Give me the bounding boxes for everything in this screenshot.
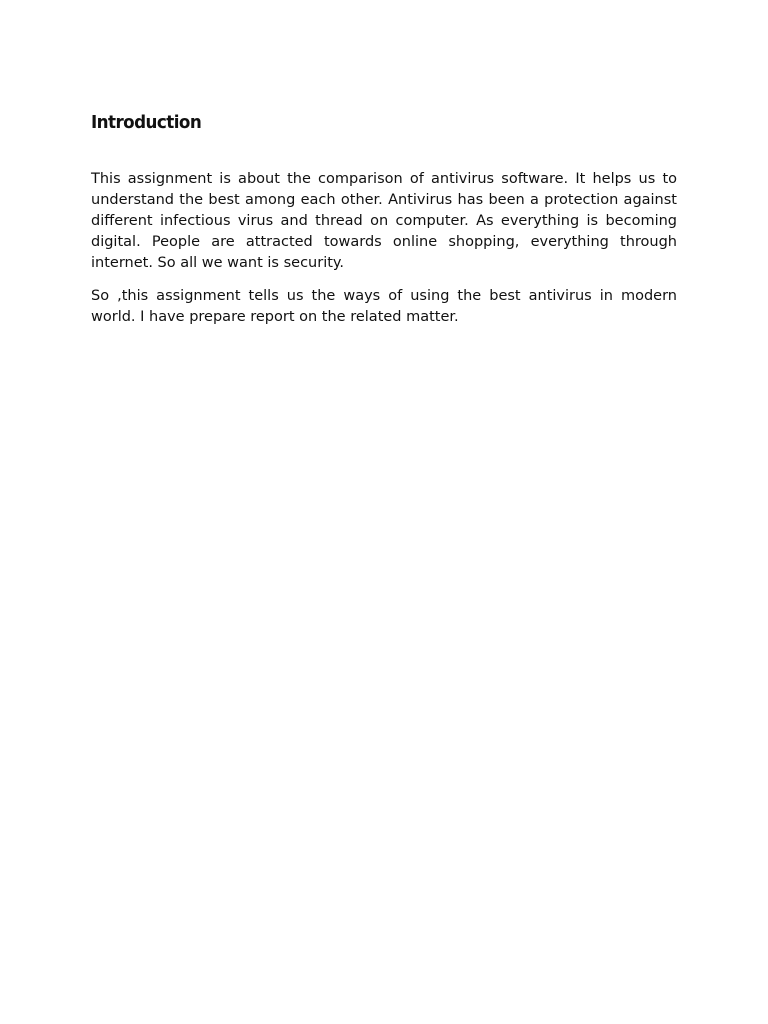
document-body bbox=[91, 109, 677, 328]
paragraph: So ,this assignment tells us the ways of using the best antivirus in modern world. I have prepare report on the related matter. bbox=[91, 288, 677, 325]
section-heading: Introduction bbox=[91, 112, 202, 133]
paragraph: This assignment is about the comparison of antivirus software. It helps us to understand the best among each other. Antivirus has been a protection against different infectious virus and thread on computer. As everything is becoming digital. People are attracted towards online shopping, everything through internet. So all we want is security. bbox=[91, 171, 677, 271]
